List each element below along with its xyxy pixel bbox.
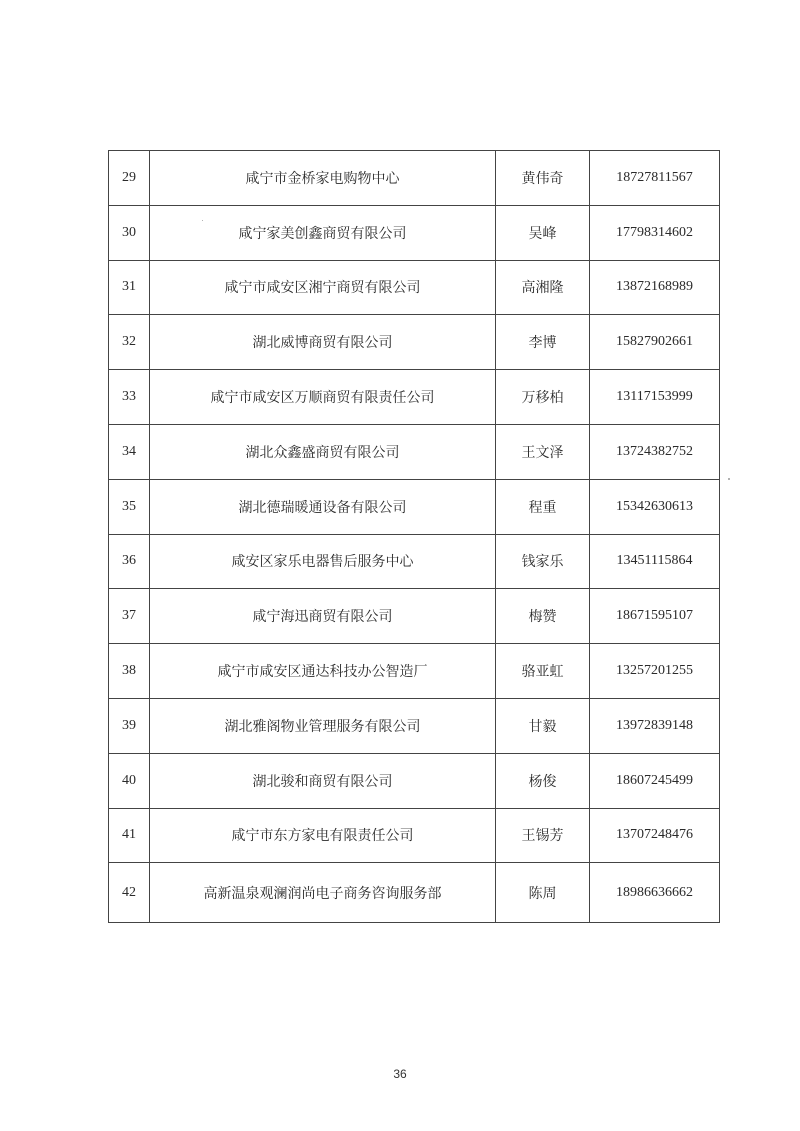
contact-person-cell: 甘毅 (496, 698, 590, 753)
table-row (109, 753, 720, 808)
table-row (109, 644, 720, 699)
phone-number-cell: 13972839148 (590, 698, 720, 753)
table-row (109, 808, 720, 863)
contact-person-cell: 钱家乐 (496, 534, 590, 589)
phone-number-cell: 18986636662 (590, 863, 720, 923)
contact-person-cell: 程重 (496, 479, 590, 534)
phone-number-cell: 13724382752 (590, 424, 720, 479)
merchant-contact-table (108, 150, 720, 923)
company-name-cell: 咸安区家乐电器售后服务中心 (150, 534, 496, 589)
phone-number-cell: 13257201255 (590, 644, 720, 699)
table-row (109, 205, 720, 260)
phone-number-cell: 15827902661 (590, 315, 720, 370)
phone-number-cell: 18727811567 (590, 151, 720, 206)
company-name-cell: 高新温泉观澜润尚电子商务咨询服务部 (150, 863, 496, 923)
table-row (109, 863, 720, 923)
table-row (109, 424, 720, 479)
contact-person-cell: 黄伟奇 (496, 151, 590, 206)
contact-person-cell: 王锡芳 (496, 808, 590, 863)
row-number-cell: 35 (109, 479, 150, 534)
page-number: 36 (393, 1067, 407, 1081)
company-name-cell: 咸宁海迅商贸有限公司 (150, 589, 496, 644)
phone-number-cell: 17798314602 (590, 205, 720, 260)
row-number-cell: 38 (109, 644, 150, 699)
contact-person-cell: 杨俊 (496, 753, 590, 808)
phone-number-cell: 13872168989 (590, 260, 720, 315)
phone-number-cell: 15342630613 (590, 479, 720, 534)
row-number-cell: 36 (109, 534, 150, 589)
contact-person-cell: 陈周 (496, 863, 590, 923)
row-number-cell: 31 (109, 260, 150, 315)
table-row (109, 315, 720, 370)
contact-person-cell: 万移柏 (496, 370, 590, 425)
company-name-cell: 湖北雅阁物业管理服务有限公司 (150, 698, 496, 753)
scan-speck (728, 478, 730, 480)
company-name-cell: 咸宁市咸安区湘宁商贸有限公司 (150, 260, 496, 315)
row-number-cell: 33 (109, 370, 150, 425)
row-number-cell: 41 (109, 808, 150, 863)
company-name-cell: 咸宁市东方家电有限责任公司 (150, 808, 496, 863)
scan-speck (202, 220, 203, 221)
phone-number-cell: 13707248476 (590, 808, 720, 863)
row-number-cell: 29 (109, 151, 150, 206)
row-number-cell: 34 (109, 424, 150, 479)
company-name-cell: 咸宁市金桥家电购物中心 (150, 151, 496, 206)
table-row (109, 534, 720, 589)
row-number-cell: 42 (109, 863, 150, 923)
contact-person-cell: 李博 (496, 315, 590, 370)
phone-number-cell: 18671595107 (590, 589, 720, 644)
contact-person-cell: 梅赞 (496, 589, 590, 644)
row-number-cell: 40 (109, 753, 150, 808)
company-name-cell: 湖北威博商贸有限公司 (150, 315, 496, 370)
table-row (109, 589, 720, 644)
company-name-cell: 咸宁市咸安区万顺商贸有限责任公司 (150, 370, 496, 425)
phone-number-cell: 18607245499 (590, 753, 720, 808)
contact-person-cell: 骆亚虹 (496, 644, 590, 699)
row-number-cell: 32 (109, 315, 150, 370)
company-name-cell: 湖北众鑫盛商贸有限公司 (150, 424, 496, 479)
table-row (109, 151, 720, 206)
table-row (109, 479, 720, 534)
contact-person-cell: 高湘隆 (496, 260, 590, 315)
company-name-cell: 湖北德瑞暖通设备有限公司 (150, 479, 496, 534)
row-number-cell: 37 (109, 589, 150, 644)
row-number-cell: 30 (109, 205, 150, 260)
table-row (109, 698, 720, 753)
company-name-cell: 湖北骏和商贸有限公司 (150, 753, 496, 808)
company-name-cell: 咸宁家美创鑫商贸有限公司 (150, 205, 496, 260)
phone-number-cell: 13117153999 (590, 370, 720, 425)
row-number-cell: 39 (109, 698, 150, 753)
contact-person-cell: 王文泽 (496, 424, 590, 479)
table-row (109, 260, 720, 315)
table-row (109, 370, 720, 425)
phone-number-cell: 13451115864 (590, 534, 720, 589)
contact-person-cell: 吴峰 (496, 205, 590, 260)
company-name-cell: 咸宁市咸安区通达科技办公智造厂 (150, 644, 496, 699)
